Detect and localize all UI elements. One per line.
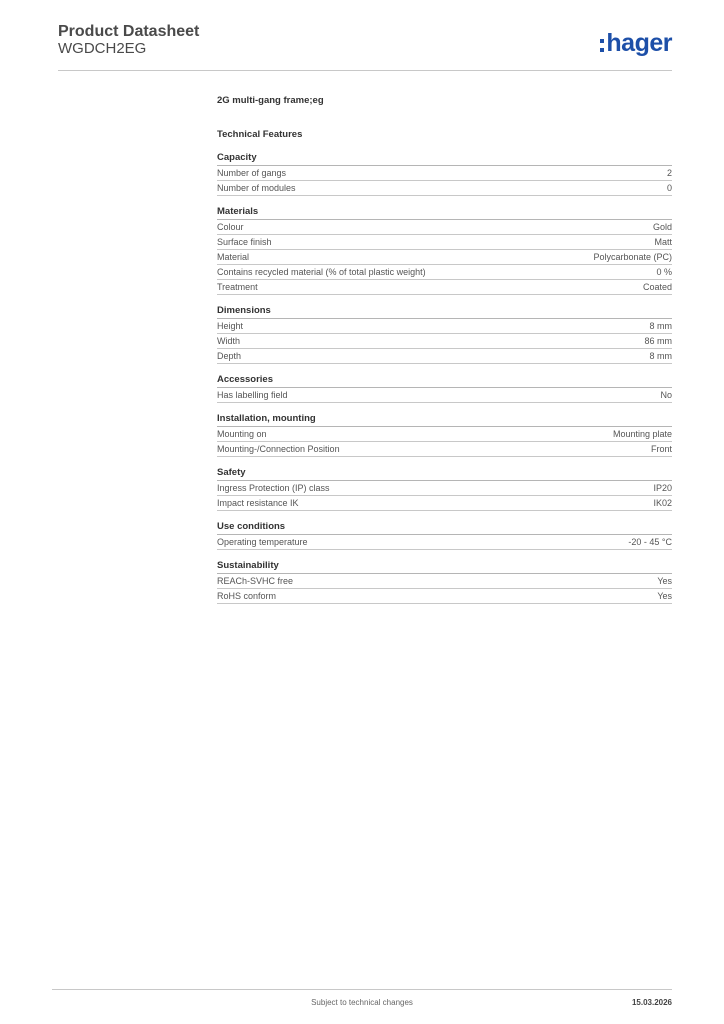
feature-value: Front <box>650 444 672 454</box>
feature-row <box>217 481 672 496</box>
feature-row <box>217 442 672 457</box>
feature-label: Width <box>217 336 241 346</box>
feature-label: Mounting on <box>217 429 267 439</box>
feature-row <box>217 589 672 604</box>
feature-value: -20 - 45 °C <box>628 537 672 547</box>
feature-label: Material <box>217 252 250 262</box>
feature-section <box>217 373 672 403</box>
feature-value: Mounting plate <box>612 429 672 439</box>
hager-logo <box>600 28 672 58</box>
document-title: Product Datasheet <box>58 23 200 40</box>
feature-row <box>217 220 672 235</box>
feature-section <box>217 466 672 511</box>
feature-row <box>217 280 672 295</box>
feature-sections <box>217 151 672 604</box>
feature-label: Ingress Protection (IP) class <box>217 483 330 493</box>
section-title: Sustainability <box>217 559 672 574</box>
feature-value: Yes <box>657 576 672 586</box>
section-title: Capacity <box>217 151 672 166</box>
section-title: Dimensions <box>217 304 672 319</box>
page-header <box>58 20 672 71</box>
feature-label: REACh-SVHC free <box>217 576 294 586</box>
feature-label: Treatment <box>217 282 258 292</box>
feature-value: 8 mm <box>649 321 672 331</box>
feature-value: Matt <box>654 237 672 247</box>
feature-row <box>217 181 672 196</box>
feature-row <box>217 250 672 265</box>
feature-value: Gold <box>652 222 672 232</box>
feature-value: 2 <box>666 168 672 178</box>
logo-dots-icon <box>600 39 604 52</box>
feature-label: Depth <box>217 351 242 361</box>
feature-value: 0 % <box>656 267 672 277</box>
logo-text: hager <box>606 28 672 57</box>
feature-value: 0 <box>666 183 672 193</box>
feature-row <box>217 166 672 181</box>
feature-label: Mounting-/Connection Position <box>217 444 340 454</box>
feature-row <box>217 265 672 280</box>
feature-value: IP20 <box>653 483 672 493</box>
feature-row <box>217 235 672 250</box>
feature-label: Operating temperature <box>217 537 308 547</box>
feature-section <box>217 412 672 457</box>
feature-row <box>217 319 672 334</box>
feature-section <box>217 559 672 604</box>
feature-row <box>217 535 672 550</box>
feature-value: Yes <box>657 591 672 601</box>
feature-row <box>217 496 672 511</box>
feature-value: No <box>660 390 672 400</box>
feature-value: IK02 <box>653 498 672 508</box>
feature-value: 86 mm <box>644 336 672 346</box>
feature-row <box>217 388 672 403</box>
feature-label: Surface finish <box>217 237 272 247</box>
feature-section <box>217 520 672 550</box>
feature-label: Height <box>217 321 244 331</box>
feature-label: Has labelling field <box>217 390 288 400</box>
section-title: Safety <box>217 466 672 481</box>
feature-label: Number of gangs <box>217 168 287 178</box>
feature-section <box>217 304 672 364</box>
feature-label: Number of modules <box>217 183 296 193</box>
feature-row <box>217 334 672 349</box>
datasheet-content <box>217 94 672 604</box>
product-reference: WGDCH2EG <box>58 40 147 57</box>
page-footer <box>52 989 672 1016</box>
feature-section <box>217 205 672 295</box>
footer-date: 15.03.2026 <box>631 998 672 1007</box>
section-title: Installation, mounting <box>217 412 672 427</box>
product-description: 2G multi-gang frame;eg <box>217 95 324 106</box>
section-title: Accessories <box>217 373 672 388</box>
feature-value: Polycarbonate (PC) <box>593 252 672 262</box>
feature-value: 8 mm <box>649 351 672 361</box>
feature-value: Coated <box>642 282 672 292</box>
feature-row <box>217 349 672 364</box>
feature-row <box>217 574 672 589</box>
feature-label: Impact resistance IK <box>217 498 299 508</box>
section-title: Use conditions <box>217 520 672 535</box>
section-title: Materials <box>217 205 672 220</box>
feature-label: Contains recycled material (% of total plastic weight) <box>217 267 426 277</box>
feature-label: RoHS conform <box>217 591 277 601</box>
feature-section <box>217 151 672 196</box>
feature-row <box>217 427 672 442</box>
feature-label: Colour <box>217 222 244 232</box>
footer-note: Subject to technical changes <box>311 998 413 1007</box>
technical-features-title: Technical Features <box>217 129 303 140</box>
